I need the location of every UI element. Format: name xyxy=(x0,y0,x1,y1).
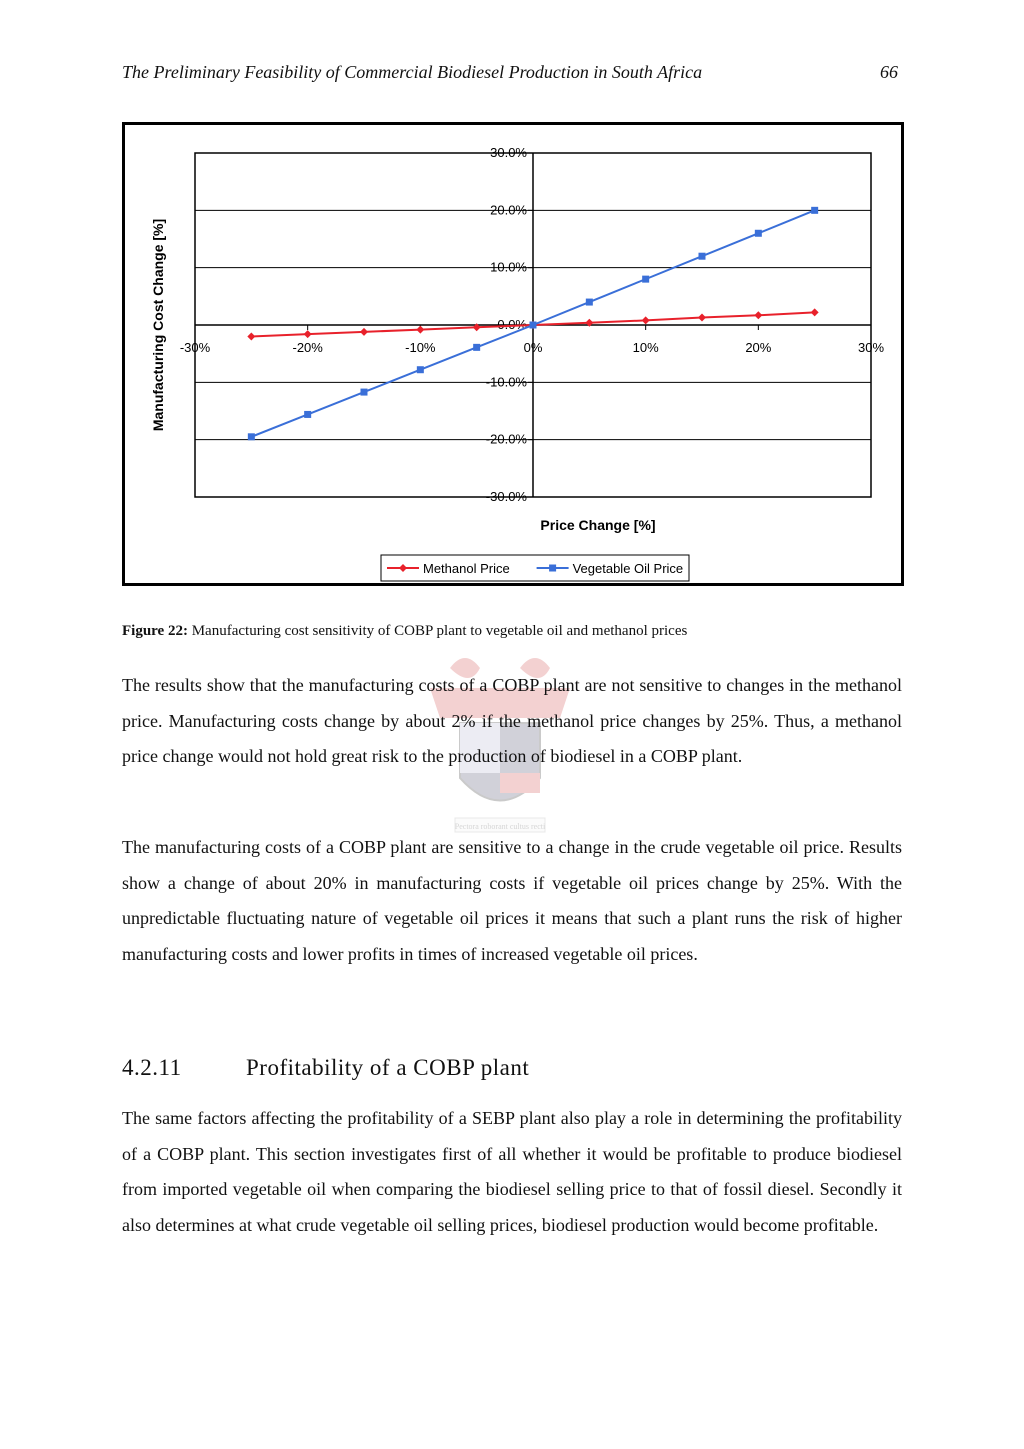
legend-marker xyxy=(549,565,556,572)
x-tick-label: 0% xyxy=(523,340,543,355)
data-point xyxy=(416,326,424,334)
figure-caption xyxy=(122,623,687,640)
data-point xyxy=(248,433,255,440)
data-point xyxy=(417,366,424,373)
paragraph-profitability: The same factors affecting the profitability of a SEBP plant also play a role in determining the profitability of a COBP plant. This section investigates first of all whether it would be profitable to produce biodiesel from imported vegetable oil when comparing the biodiesel selling price to that of fossil diesel. Secondly it also determines at what crude vegetable oil selling prices, biodiesel production would become profitable. xyxy=(122,1108,902,1235)
data-point xyxy=(811,207,818,214)
crest-motto: Pectora roborant cultus recti xyxy=(454,822,546,831)
y-tick-label: 30.0% xyxy=(490,145,527,160)
section-number: 4.2.11 xyxy=(122,1055,182,1080)
data-point xyxy=(304,330,312,338)
data-point xyxy=(755,230,762,237)
figure-caption-text: Manufacturing cost sensitivity of COBP plant to vegetable oil and methanol prices xyxy=(187,623,688,639)
paragraph-methanol: The results show that the manufacturing costs of a COBP plant are not sensitive to changes in the methanol price. Manufacturing costs change by about 2% if the methanol price changes by 25%. Thus, a methanol price change would not hold great risk to the production of biodiesel in a COBP plant. xyxy=(122,675,902,766)
header-title: The Preliminary Feasibility of Commercial Biodiesel Production in South Africa xyxy=(122,62,703,82)
x-tick-label: 20% xyxy=(745,340,772,355)
legend-label: Methanol Price xyxy=(423,561,510,576)
figure-label: Figure 22: xyxy=(122,623,188,639)
x-tick-label: -20% xyxy=(292,340,323,355)
sensitivity-chart xyxy=(125,125,901,583)
y-tick-label: 0.0% xyxy=(497,317,527,332)
x-tick-label: 30% xyxy=(857,340,885,355)
data-point xyxy=(699,253,706,260)
data-point xyxy=(642,276,649,283)
y-tick-label: -30.0% xyxy=(485,489,527,504)
data-point xyxy=(304,411,311,418)
running-header xyxy=(122,62,898,83)
section-title: Profitability of a COBP plant xyxy=(246,1055,530,1080)
page-number: 66 xyxy=(880,62,898,82)
y-tick-label: 10.0% xyxy=(490,259,527,275)
y-tick-label: -10.0% xyxy=(485,374,527,390)
data-point xyxy=(360,328,368,336)
data-point xyxy=(586,299,593,306)
y-tick-label: 20.0% xyxy=(490,202,527,218)
paragraph-vegetable-oil: The manufacturing costs of a COBP plant are sensitive to a change in the crude vegetable oil price. Results show a change of about 20% in manufacturing costs if vegetable oil prices change by 25%. With the unpredictable fluctuating nature of vegetable oil prices it means that such a plant runs the risk of higher manufacturing costs and lower profits in times of increased vegetable oil prices. xyxy=(122,837,902,964)
x-tick-label: 10% xyxy=(632,340,659,355)
data-point xyxy=(247,332,255,340)
x-axis-title: Price Change [%] xyxy=(540,517,656,533)
y-tick-label: -20.0% xyxy=(485,431,527,447)
x-tick-label: -30% xyxy=(179,340,211,355)
data-point xyxy=(754,311,762,319)
data-point xyxy=(361,389,368,396)
figure-chart-frame xyxy=(122,122,904,586)
legend-label: Vegetable Oil Price xyxy=(572,561,684,576)
data-point xyxy=(530,322,537,329)
y-axis-title: Manufacturing Cost Change [%] xyxy=(150,218,166,432)
x-tick-label: -10% xyxy=(405,340,436,355)
data-point xyxy=(473,344,480,351)
section-heading xyxy=(122,1055,529,1081)
data-point xyxy=(698,314,706,322)
data-point xyxy=(811,308,819,316)
data-point xyxy=(642,316,650,324)
